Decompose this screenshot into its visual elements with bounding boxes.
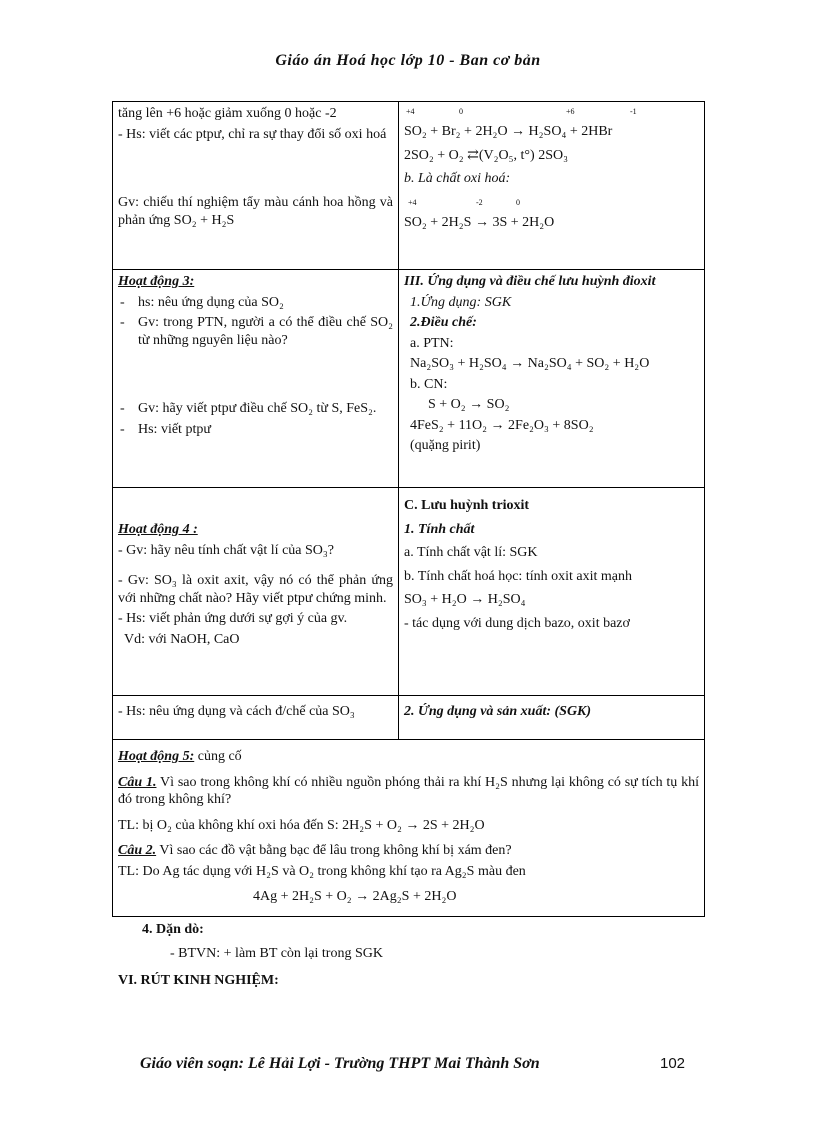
activity-text: - Hs: nêu ứng dụng và cách đ/chế của SO₃: [118, 704, 355, 719]
content-cell: [399, 270, 705, 488]
activity-text: - Gv: hãy nêu tính chất vật lí của SO₃?: [118, 542, 334, 558]
activity-text: tăng lên +6 hoặc giảm xuống 0 hoặc -2: [118, 106, 337, 121]
section-heading: VI. RÚT KINH NGHIỆM:: [118, 973, 279, 988]
question-label: Câu 2.: [118, 843, 157, 858]
oxidation-number: 0: [516, 197, 520, 207]
equation: 4Ag + 2H₂S + O₂ → 2Ag₂S + 2H₂O: [253, 889, 457, 904]
activity-text: - Gv: SO₃ là oxit axit, vậy nó có thể phản ứng với những chất nào? Hãy viết ptpư chứng minh.: [118, 573, 393, 606]
table-row: [113, 696, 705, 740]
activity-subtitle: củng cố: [194, 749, 242, 764]
teacher-activity-cell: [113, 488, 399, 696]
activity-text: Vd: với NaOH, CaO: [124, 631, 240, 647]
oxidation-number: -1: [630, 107, 637, 116]
oxidation-states: [404, 107, 699, 117]
activity-text: - Hs: viết phản ứng dưới sự gợi ý của gv.: [118, 611, 348, 626]
subheading: 1. Tính chất: [404, 521, 475, 537]
question-text: Vì sao các đồ vật bằng bạc để lâu trong không khí bị xám đen?: [156, 843, 512, 858]
content-line: a. Tính chất vật lí: SGK: [404, 545, 538, 560]
answer-text: TL: bị O₂ của không khí oxi hóa đến S: 2H₂S + O₂ → 2S + 2H₂O: [118, 817, 485, 833]
table-row: [113, 488, 705, 696]
equation: S + O₂ → SO₂: [428, 397, 510, 412]
table-row: [113, 270, 705, 488]
oxidation-number: 0: [459, 107, 463, 116]
equation: SO₂ + Br₂ + 2H₂O → H₂SO₄ + 2HBr: [404, 124, 613, 139]
content-line: (quặng pirit): [410, 438, 481, 453]
equation: Na₂SO₃ + H₂SO₄ → Na₂SO₄ + SO₂ + H₂O: [410, 356, 650, 371]
equation: SO₂ + 2H₂S → 3S + 2H₂O: [404, 214, 555, 230]
content-line: b. Tính chất hoá học: tính oxit axit mạnh: [404, 568, 632, 584]
question-text: Vì sao trong không khí có nhiều nguồn phóng thải ra khí H₂S nhưng lại không có sự tích tụ khí đó trong không khí?: [118, 774, 700, 807]
oxidation-states: [404, 198, 699, 208]
content-cell: [399, 696, 705, 740]
oxidation-number: +6: [566, 107, 575, 116]
teacher-activity-cell: [113, 270, 399, 488]
table-row: [113, 102, 705, 270]
content-line: 1.Ứng dụng: SGK: [410, 294, 512, 310]
activity-title: Hoạt động 3:: [118, 274, 195, 289]
section-heading: C. Lưu huỳnh trioxit: [404, 498, 530, 513]
teacher-activity-cell: [113, 102, 399, 270]
activity-text: - Hs: viết các ptpư, chỉ ra sự thay đổi số oxi hoá: [118, 126, 387, 142]
teacher-activity-cell: [113, 696, 399, 740]
content-line: - tác dụng với dung dịch bazo, oxit bazơ: [404, 615, 630, 631]
equation: 4FeS₂ + 11O₂ → 2Fe₂O₃ + 8SO₂: [410, 417, 594, 433]
content-cell: [399, 488, 705, 696]
homework-text: - BTVN: + làm BT còn lại trong SGK: [170, 946, 383, 961]
oxidation-number: +4: [406, 107, 415, 116]
page-footer: Giáo viên soạn: Lê Hải Lợi - Trường THPT Mai Thành Sơn: [140, 1055, 540, 1072]
activity-title: Hoạt động 4 :: [118, 522, 198, 537]
page-header: Giáo án Hoá học lớp 10 - Ban cơ bản: [275, 52, 541, 69]
content-line: 2.Điều chế:: [410, 315, 477, 330]
summary-cell: [113, 740, 705, 917]
oxidation-number: +4: [408, 197, 417, 207]
content-cell: [399, 102, 705, 270]
page-number: 102: [660, 1055, 686, 1072]
content-line: b. CN:: [410, 376, 448, 392]
section-heading: 2. Ứng dụng và sản xuất: (SGK): [404, 704, 592, 719]
equation: SO₃ + H₂O → H₂SO₄: [404, 592, 526, 607]
answer-text: TL: Do Ag tác dụng với H₂S và O₂ trong không khí tạo ra Ag₂S màu đen: [118, 863, 526, 879]
oxidation-number: -2: [476, 197, 483, 207]
activity-text: - Hs: viết ptpư: [118, 421, 393, 439]
activity-text: - Gv: hãy viết ptpư điều chế SO₂ từ S, FeS₂.: [118, 400, 393, 418]
activity-text: - Gv: trong PTN, người a có thể điều chế SO₂ từ những nguyên liệu nào?: [118, 314, 393, 349]
equation: 2SO₂ + O₂ ⇄(V₂O₅, t°) 2SO₃: [404, 147, 568, 163]
activity-text: Gv: chiếu thí nghiệm tẩy màu cánh hoa hồng và phản ứng SO₂ + H₂S: [118, 195, 393, 228]
activity-text: - hs: nêu ứng dụng của SO₂: [118, 294, 393, 312]
lesson-table: [112, 101, 705, 917]
section-heading: III. Ứng dụng và điều chế lưu huỳnh đioxit: [404, 274, 656, 289]
table-row: [113, 740, 705, 917]
question-label: Câu 1.: [118, 774, 157, 790]
activity-title: Hoạt động 5:: [118, 749, 195, 764]
content-line: a. PTN:: [410, 335, 454, 351]
subheading: b. Là chất oxi hoá:: [404, 171, 511, 186]
section-heading: 4. Dặn dò:: [142, 922, 204, 937]
